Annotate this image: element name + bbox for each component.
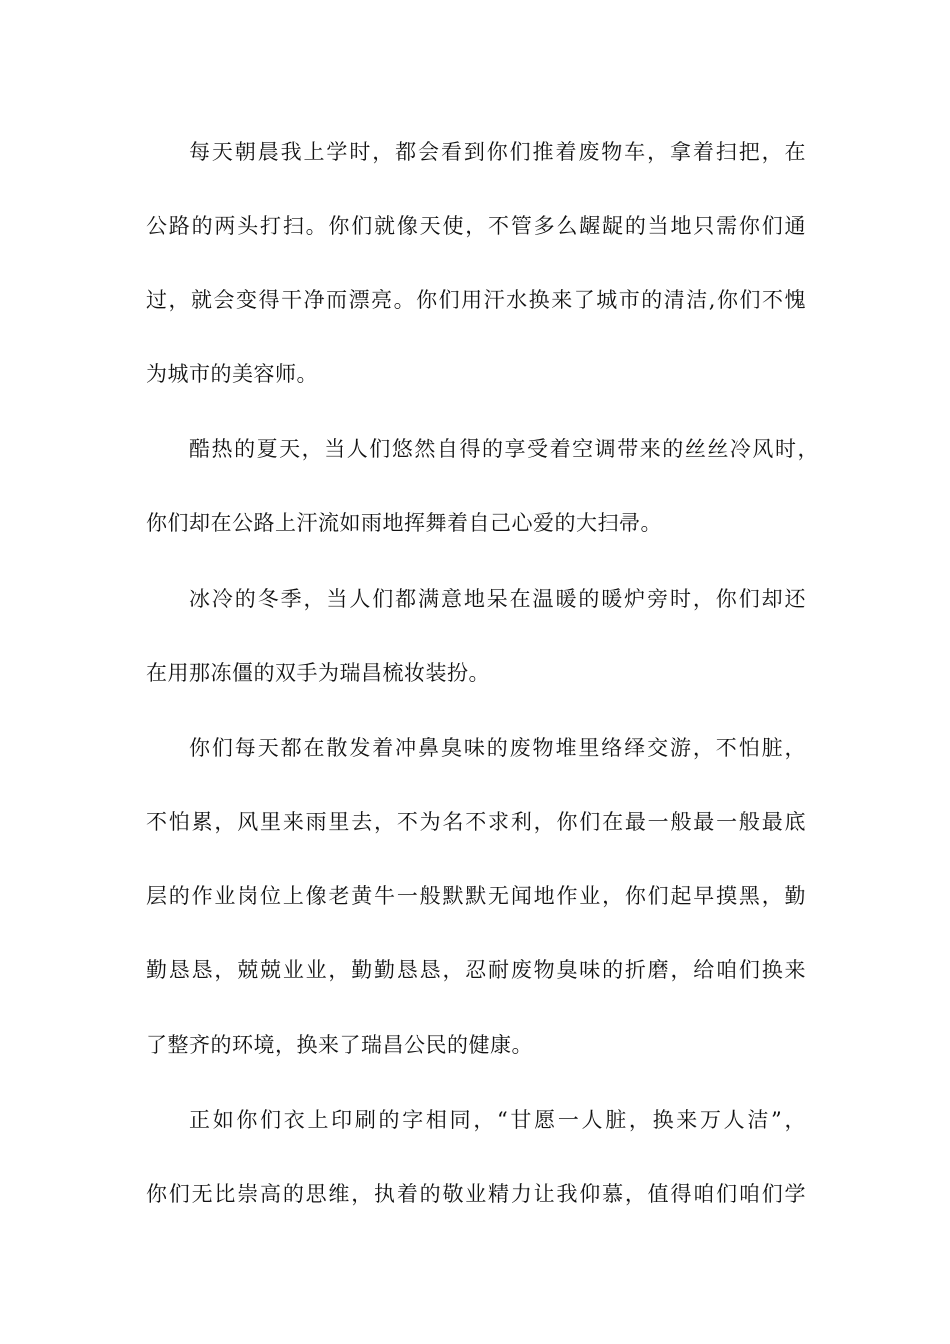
- paragraph-4-line-1: 你们每天都在散发着冲鼻臭味的废物堆里络绎交游，不怕脏，: [189, 736, 806, 760]
- paragraph-5-line-2: 你们无比崇高的思维，执着的敬业精力让我仰慕，值得咱们咱们学: [146, 1182, 806, 1206]
- paragraph-2-line-1: 酷热的夏天，当人们悠然自得的享受着空调带来的丝丝冷风时，: [189, 437, 819, 461]
- paragraph-1-line-2: 公路的两头打扫。你们就像天使，不管多么龌龊的当地只需你们通: [146, 214, 806, 238]
- paragraph-2-line-2: 你们却在公路上汗流如雨地挥舞着自己心爱的大扫帚。: [146, 511, 662, 535]
- paragraph-1-line-1: 每天朝晨我上学时，都会看到你们推着废物车，拿着扫把，在: [189, 140, 806, 164]
- paragraph-3-line-1: 冰冷的冬季，当人们都满意地呆在温暖的暖炉旁时，你们却还: [189, 587, 806, 611]
- paragraph-5-line-1: 正如你们衣上印刷的字相同，“甘愿一人脏，换来万人洁”，: [189, 1108, 806, 1132]
- paragraph-4-line-3: 层的作业岗位上像老黄牛一般默默无闻地作业，你们起早摸黑，勤: [146, 884, 806, 908]
- paragraph-3-line-2: 在用那冻僵的双手为瑞昌梳妆装扮。: [146, 661, 490, 685]
- paragraph-1-line-3: 过，就会变得干净而漂亮。你们用汗水换来了城市的清洁,你们不愧: [146, 288, 806, 312]
- paragraph-4-line-2: 不怕累，风里来雨里去，不为名不求利，你们在最一般最一般最底: [146, 810, 806, 834]
- paragraph-1-line-4: 为城市的美容师。: [146, 362, 318, 386]
- paragraph-4-line-5: 了整齐的环境，换来了瑞昌公民的健康。: [146, 1033, 533, 1057]
- paragraph-4-line-4: 勤恳恳，兢兢业业，勤勤恳恳，忍耐废物臭味的折磨，给咱们换来: [146, 958, 806, 982]
